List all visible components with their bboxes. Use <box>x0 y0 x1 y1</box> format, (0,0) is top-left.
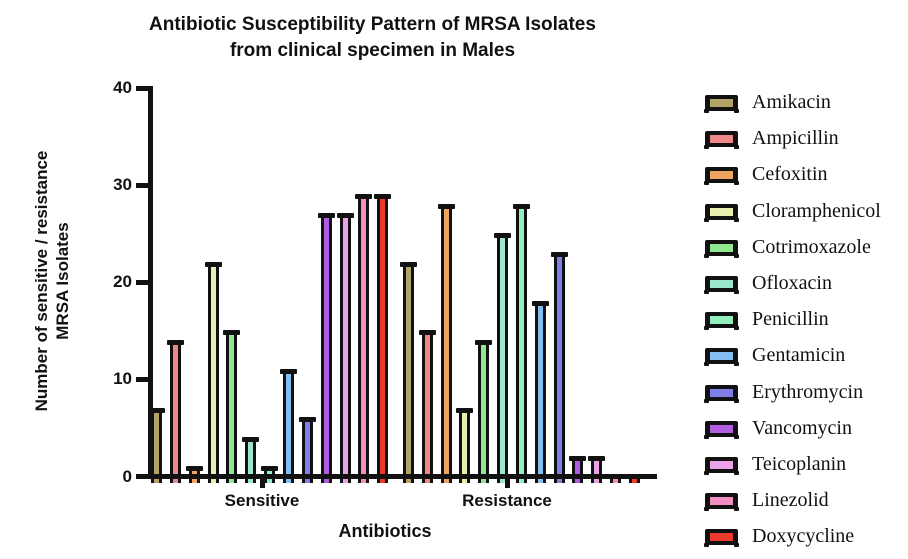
legend-swatch <box>705 240 738 256</box>
legend-swatch-fill <box>710 316 733 324</box>
legend-swatch-fill <box>710 497 733 505</box>
legend-swatch <box>705 131 738 147</box>
legend-swatch-foot-left <box>704 145 709 149</box>
y-tick-label: 20 <box>113 272 132 292</box>
bar-cap <box>280 369 297 374</box>
legend-swatch-fill <box>710 171 733 179</box>
bar-cap <box>551 252 568 257</box>
group-tick <box>260 479 265 488</box>
legend-swatch-fill <box>710 425 733 433</box>
bar <box>226 331 237 483</box>
bar <box>478 341 489 483</box>
legend-swatch-foot-left <box>704 109 709 113</box>
group-label: Resistance <box>462 490 552 510</box>
bar <box>535 302 546 483</box>
bar <box>459 409 470 483</box>
legend-swatch-fill <box>710 244 733 252</box>
legend-swatch-foot-right <box>734 507 739 511</box>
x-axis-line <box>148 474 657 479</box>
legend-swatch <box>705 312 738 328</box>
bar <box>283 370 294 483</box>
bar-cap <box>242 437 259 442</box>
legend-swatch <box>705 493 738 509</box>
legend-swatch-fill <box>710 389 733 397</box>
legend-swatch-foot-right <box>734 471 739 475</box>
y-tick <box>136 377 148 382</box>
legend-label: Erythromycin <box>752 380 864 403</box>
legend-swatch-fill <box>710 208 733 216</box>
chart-title <box>60 12 685 64</box>
legend-swatch-foot-right <box>734 543 739 547</box>
bar <box>441 205 452 483</box>
legend-swatch-fill <box>710 461 733 469</box>
legend-swatch-fill <box>710 352 733 360</box>
bar <box>554 253 565 483</box>
legend-label: Gentamicin <box>752 344 846 367</box>
bar-cap <box>494 233 511 238</box>
bar-cap <box>261 466 278 471</box>
legend-swatch-foot-left <box>704 435 709 439</box>
legend-swatch <box>705 457 738 473</box>
bar <box>516 205 527 483</box>
bar-cap <box>205 262 222 267</box>
bar <box>377 195 388 483</box>
legend-swatch-foot-left <box>704 254 709 258</box>
bar <box>340 214 351 483</box>
bar-cap <box>438 204 455 209</box>
bar-cap <box>456 408 473 413</box>
bar <box>358 195 369 483</box>
bar-cap <box>167 340 184 345</box>
bar <box>208 263 219 483</box>
y-tick <box>136 183 148 188</box>
bar-cap <box>223 330 240 335</box>
bar-cap <box>588 456 605 461</box>
legend-swatch <box>705 167 738 183</box>
bar <box>497 234 508 483</box>
legend-swatch-foot-right <box>734 109 739 113</box>
group-label: Sensitive <box>224 490 300 510</box>
legend-swatch-foot-right <box>734 399 739 403</box>
y-tick-label: 30 <box>113 175 132 195</box>
legend-label: Linezolid <box>752 489 829 512</box>
legend-swatch-foot-left <box>704 290 709 294</box>
bar-cap <box>475 340 492 345</box>
legend-label: Cefoxitin <box>752 163 828 186</box>
y-tick <box>136 474 148 479</box>
legend-label: Penicillin <box>752 308 829 331</box>
legend-swatch-fill <box>710 533 733 541</box>
legend-swatch-foot-right <box>734 326 739 330</box>
legend-swatch <box>705 204 738 220</box>
y-tick-label: 40 <box>113 78 132 98</box>
legend-swatch <box>705 529 738 545</box>
y-axis-label-line2: MRSA Isolates <box>53 222 72 340</box>
bar-cap <box>318 213 335 218</box>
bar-cap <box>400 262 417 267</box>
bar <box>170 341 181 483</box>
bar-cap <box>374 194 391 199</box>
legend-swatch <box>705 276 738 292</box>
bar-cap <box>419 330 436 335</box>
bar <box>403 263 414 483</box>
legend-swatch-foot-right <box>734 435 739 439</box>
bar <box>422 331 433 483</box>
bar-cap <box>513 204 530 209</box>
legend-swatch-foot-left <box>704 507 709 511</box>
y-tick <box>136 86 148 91</box>
bar-cap <box>355 194 372 199</box>
legend-swatch-foot-left <box>704 218 709 222</box>
legend-swatch-fill <box>710 280 733 288</box>
legend-swatch-foot-left <box>704 181 709 185</box>
y-axis-line <box>148 86 153 479</box>
y-tick-label: 0 <box>122 466 132 486</box>
legend-label: Ampicillin <box>752 127 839 150</box>
legend-swatch-foot-right <box>734 362 739 366</box>
legend-swatch-foot-right <box>734 181 739 185</box>
bar-cap <box>337 213 354 218</box>
bar-cap <box>299 417 316 422</box>
bar <box>321 214 332 483</box>
legend-label: Cloramphenicol <box>752 199 881 222</box>
legend-label: Doxycycline <box>752 525 855 548</box>
legend-swatch-foot-left <box>704 362 709 366</box>
bar-cap <box>532 301 549 306</box>
legend-swatch <box>705 348 738 364</box>
legend-swatch-fill <box>710 135 733 143</box>
y-tick-label: 10 <box>113 369 132 389</box>
chart-title-line2: from clinical specimen in Males <box>229 40 516 61</box>
legend-label: Amikacin <box>752 91 831 113</box>
legend-swatch <box>705 421 738 437</box>
bar-cap <box>569 456 586 461</box>
legend-label: Vancomycin <box>752 416 852 439</box>
legend-swatch-foot-left <box>704 326 709 330</box>
y-axis-label <box>31 61 73 501</box>
bar-cap <box>186 466 203 471</box>
legend-label: Teicoplanin <box>752 453 847 475</box>
legend-label: Ofloxacin <box>752 272 832 294</box>
legend-label: Cotrimoxazole <box>752 235 871 258</box>
group-tick <box>505 479 510 488</box>
legend-swatch-foot-left <box>704 399 709 403</box>
legend-swatch-foot-left <box>704 543 709 547</box>
legend-swatch-foot-right <box>734 254 739 258</box>
x-axis-label: Antibiotics <box>338 521 432 541</box>
legend-swatch-fill <box>710 99 733 107</box>
legend-swatch-foot-right <box>734 218 739 222</box>
legend-swatch-foot-right <box>734 290 739 294</box>
chart-title-line1: Antibiotic Susceptibility Pattern of MRSA Isolates <box>149 14 596 35</box>
legend-swatch <box>705 385 738 401</box>
y-tick <box>136 280 148 285</box>
legend-swatch-foot-right <box>734 145 739 149</box>
legend-swatch <box>705 95 738 111</box>
y-axis-label-line1: Number of sensitive / resistance <box>32 150 51 412</box>
legend-swatch-foot-left <box>704 471 709 475</box>
